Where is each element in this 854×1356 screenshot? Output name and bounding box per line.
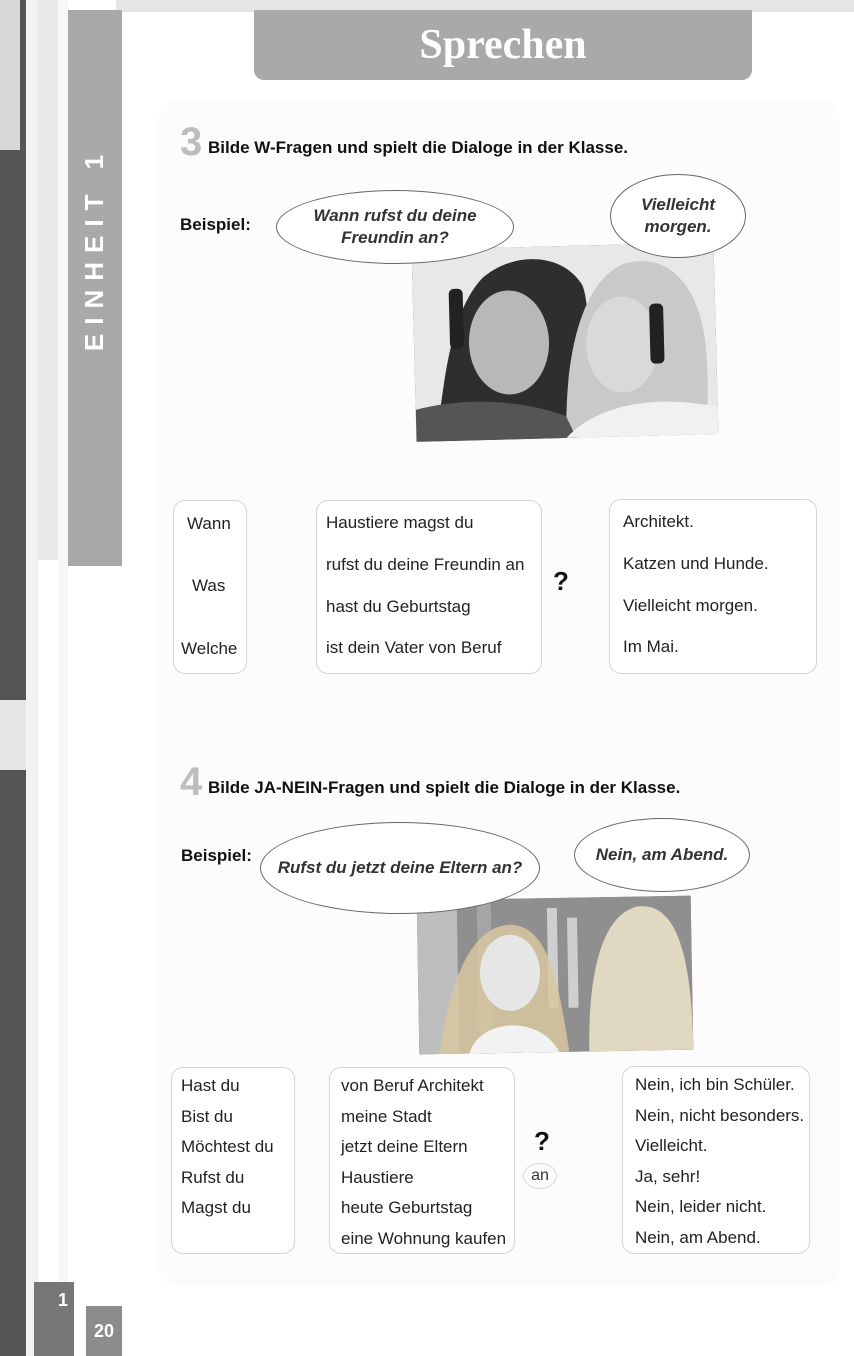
answer: Im Mai.: [623, 637, 679, 656]
section-title: Sprechen: [419, 22, 587, 68]
section-header: [254, 10, 752, 80]
question-word: Wann: [187, 514, 231, 533]
exercise-4-verbs-box: [171, 1067, 295, 1254]
exercise-4-answers-box: [622, 1066, 810, 1254]
exercise-3-question-words-box: [173, 500, 247, 674]
phrase: hast du Geburtstag: [326, 597, 471, 616]
phrase: Haustiere magst du: [326, 513, 474, 532]
exercise-4-instruction: Bilde JA-NEIN-Fragen und spielt die Dialoge in der Klasse.: [208, 778, 681, 797]
back-page-number: 1: [58, 1290, 69, 1310]
unit-side-tab-label: EINHEIT 1: [79, 145, 110, 351]
answer: Vielleicht morgen.: [623, 596, 758, 615]
photo-girls-talking-image: [417, 896, 694, 1055]
question-word: Welche: [181, 639, 238, 658]
verb-phrase: Bist du: [181, 1107, 233, 1126]
page-edge-highlight-lower: [0, 700, 26, 770]
answer: Ja, sehr!: [635, 1167, 701, 1186]
exercise-4-answer-text: Nein, am Abend.: [595, 845, 729, 864]
phrase: von Beruf Architekt: [341, 1076, 484, 1095]
exercise-3-answer-line-1: Vielleicht: [640, 195, 715, 214]
phrase: jetzt deine Eltern: [341, 1137, 468, 1156]
page-edge-strip-inner: [58, 0, 68, 1356]
answer: Nein, ich bin Schüler.: [635, 1075, 795, 1094]
phrase: heute Geburtstag: [341, 1198, 473, 1217]
photo-girls-talking: [417, 896, 694, 1055]
exercise-3-answer-line-2: morgen.: [644, 217, 712, 236]
exercise-4-phrases-box: [329, 1067, 515, 1254]
exercise-3-answers-box: [609, 499, 817, 674]
exercise-3-question-mark: ?: [553, 566, 569, 596]
unit-side-tab-label-wrap: [68, 10, 122, 566]
phrase: meine Stadt: [341, 1107, 432, 1126]
exercise-4-question-bubble: [260, 822, 540, 914]
exercise-4-question-mark: ?: [534, 1126, 550, 1156]
answer: Nein, leider nicht.: [635, 1197, 767, 1216]
page-number: 20: [86, 1306, 122, 1356]
phrase: ist dein Vater von Beruf: [326, 638, 502, 657]
answer: Vielleicht.: [635, 1136, 708, 1155]
exercise-3-phrases-box: [316, 500, 542, 674]
exercise-3-question-line-2: Freundin an?: [341, 228, 449, 247]
photo-girls-phoning: [412, 242, 719, 442]
exercise-4-particle-an: an: [523, 1163, 557, 1189]
answer: Architekt.: [623, 512, 694, 531]
exercise-3-example-label: Beispiel:: [180, 215, 251, 234]
exercise-4-answer-bubble: [574, 818, 750, 892]
answer: Nein, am Abend.: [635, 1228, 761, 1247]
question-word: Was: [192, 576, 226, 595]
answer: Nein, nicht besonders.: [635, 1106, 805, 1125]
page-edge-highlight: [0, 0, 20, 150]
exercise-3-number: 3: [180, 120, 203, 164]
exercise-3-question-bubble: [276, 190, 514, 264]
answer: Katzen und Hunde.: [623, 554, 769, 573]
exercise-3-answer-bubble: [610, 174, 746, 258]
exercise-3-instruction: Bilde W-Fragen und spielt die Dialoge in der Klasse.: [208, 138, 629, 157]
exercise-4-number: 4: [180, 760, 203, 804]
page-binding-edge: [0, 0, 26, 1356]
verb-phrase: Rufst du: [181, 1168, 245, 1187]
phrase: rufst du deine Freundin an: [326, 555, 525, 574]
verb-phrase: Hast du: [181, 1076, 240, 1095]
page-edge-strip: [26, 0, 38, 1356]
verb-phrase: Möchtest du: [181, 1137, 274, 1156]
phrase: Haustiere: [341, 1168, 414, 1187]
verb-phrase: Magst du: [181, 1198, 251, 1217]
photo-girls-phoning-image: [412, 242, 719, 442]
phrase: eine Wohnung kaufen: [341, 1229, 507, 1248]
exercise-3-question-line-1: Wann rufst du deine: [313, 206, 477, 225]
exercise-4-example-label: Beispiel:: [181, 846, 252, 865]
exercise-4-question-text: Rufst du jetzt deine Eltern an?: [277, 858, 523, 877]
